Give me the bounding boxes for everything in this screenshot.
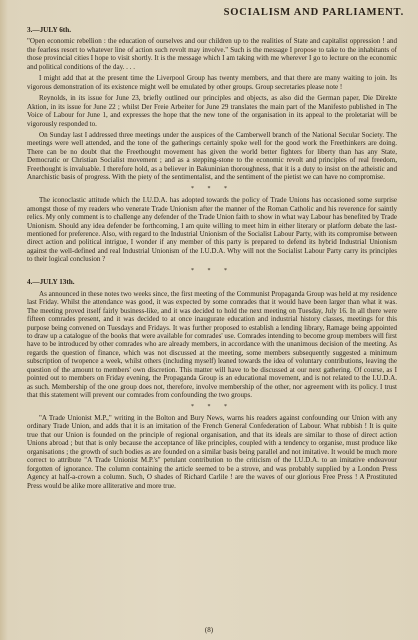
- section-date: 3.—JULY 6th.: [27, 26, 71, 34]
- page-number: (8): [204, 626, 214, 634]
- section-date: 4.—JULY 13th.: [27, 278, 75, 287]
- paragraph: "A Trade Unionist M.P.," writing in the Bolton and Bury News, warns his readers against confounding our Union with any ordinary Trade Union, and adds that it is an imitation of the French General Confederation of Labour. What rubbish ! It is quite true that our Union is founded on the principle of regional organisation, and that its ideals are similar to those of direct action Unions abroad ; but that is only because the acceptance of like principles, coupled with a tendency to organise, must produce like organisations ; the growth of such bodies as are founded on a similar basis being parallel and not imitative. It would be much more correct to attribute "A Trade Unionist M.P.'s" petulant contribution to the criticism of the I.U.D.A. to an imitative endeavour forgotten of ignorance. The column containing the article seemed to be a strove, and was probably supplied by a London Press Agency at half-a-crown a column. Such, O shades of Richard Carlile ! are the waves of our glorious Free Press ! A Prostituted Press would be alike more alliterative and more true.: [27, 414, 397, 490]
- paragraph: As announced in these notes two weeks since, the first meeting of the Communist Propaganda Group was held at my residence last Friday. Whilst the attendance was good, it was expected by some comrades that it would have been larger than what it was. The meeting proved itself fairly business-like, and it was decided to hold the next meeting on Tuesday, July 16. In all there were fifteen comrades present, and it was decided to at once inaugurate education and industrial history classes, meetings for this purpose being convened on Tuesdays and Fridays. It was further proposed to establish a lending library, Ramage being appointed to draw up a catalogue of the books that were available for comrades' use. Comrades intending to become group members will first have to be introduced by other comrades who are already members, in accordance with the unanimous decision of the meeting. As regards the question of finance, which was not discussed at the meeting, some members subsequently suggested a minimum subscription of twopence a week, whilst others (including myself) leaned towards the idea of voluntary contributions, leaving the question of the amount to members' own discretion. This matter will have to be discussed at our next gathering. Of course, as I pointed out to members on Friday evening, the Propaganda Group is an educational movement, and is not related to the I.U.D.A. as such. Membership of the one group does not, therefore, involve membership of the other, nor agreement with its policy. I trust that this statement will prevent our comrades from confounding the two groups.: [27, 289, 397, 400]
- paragraph: Reynolds, in its issue for June 23, briefly outlined our principles and objects, as also did the German paper, Die Direkte Aktion, in its issue for June 22 ; whilst Der Freie Arbeiter for June 29 translates the main part of the Manifesto published in The Voice of Labour for June 1, and expresses the hope that the new tone of the organisation in its appeal to the proletariat will be vigorously responded to.: [27, 94, 397, 128]
- section-separator: * * *: [191, 403, 233, 410]
- section-july-6: [27, 26, 397, 264]
- article-body: [27, 26, 397, 632]
- section-separator: * * *: [191, 267, 233, 274]
- section-july-13: [27, 278, 397, 490]
- paragraph: On Sunday last I addressed three meetings under the auspices of the Camberwell branch of the National Secular Society. The meetings were well attended, and the tone of the gatherings certainly spoke well for the good work the Freethinkers are doing. There can be no doubt that the Freethought movement has given the world better fighters for liberty than has any State, Democratic or Christian Socialist movement ; and as a stepping-stone to the economic revolt and principles of real freedom, Freethought is invaluable. I therefore hold, as a believer in Bakuninian thoroughness, that it is a duty to insist on the atheistic and Anarchistic basis of progress. With the piety of the sentimentalist, and the sentiment of the pietist we can have no compromise.: [27, 130, 397, 182]
- running-header: SOCIALISM AND PARLIAMENT.: [223, 7, 404, 18]
- paragraph: The iconoclastic attitude which the I.U.D.A. has adopted towards the policy of Trade Unions has occasioned some surprise amongst those of my readers who venerate Trade Unionism after the manner of the Roman Catholic and his reverence for saintly relics. My only comment is to challenge any defender of the Trade Union faith to show in what way Labour has benefited by Trade Unionism. Should any idea defender be forthcoming, I am quite willing to meet him in either literary or platform debate the last-mentioned for preference. Also, with regard to the Industrial Unionism of the Socialist Labour Party, with its compromise between direct action and political intrigue, I wonder if any member of this party is prepared to defend its hybrid Industrial Unionism against the well-defined and real Industrial Unionism of the I.U.D.A. Why will not the Socialist Labour Party carry its principles to their logical conclusion ?: [27, 196, 397, 264]
- section-separator: * * *: [191, 185, 233, 192]
- paragraph: I might add that at the present time the Liverpool Group has twenty members, and that there are many waiting to join. Its vigorous demonstration of its existence might well be emulated by other groups. Group secretaries please note !: [27, 74, 397, 91]
- paragraph: "Open economic rebellion : the education of ourselves and our children up to the realities of State and capitalist oppression ! and the fearless resort to whatever line of action such revolt may involve." Such is the message I propose to take to the inhabitants of those provincial cities I hope to visit shortly. It is the message which I am taking with me wherever I go to lecture on the economic and political conditions of the day. . . .: [27, 37, 397, 71]
